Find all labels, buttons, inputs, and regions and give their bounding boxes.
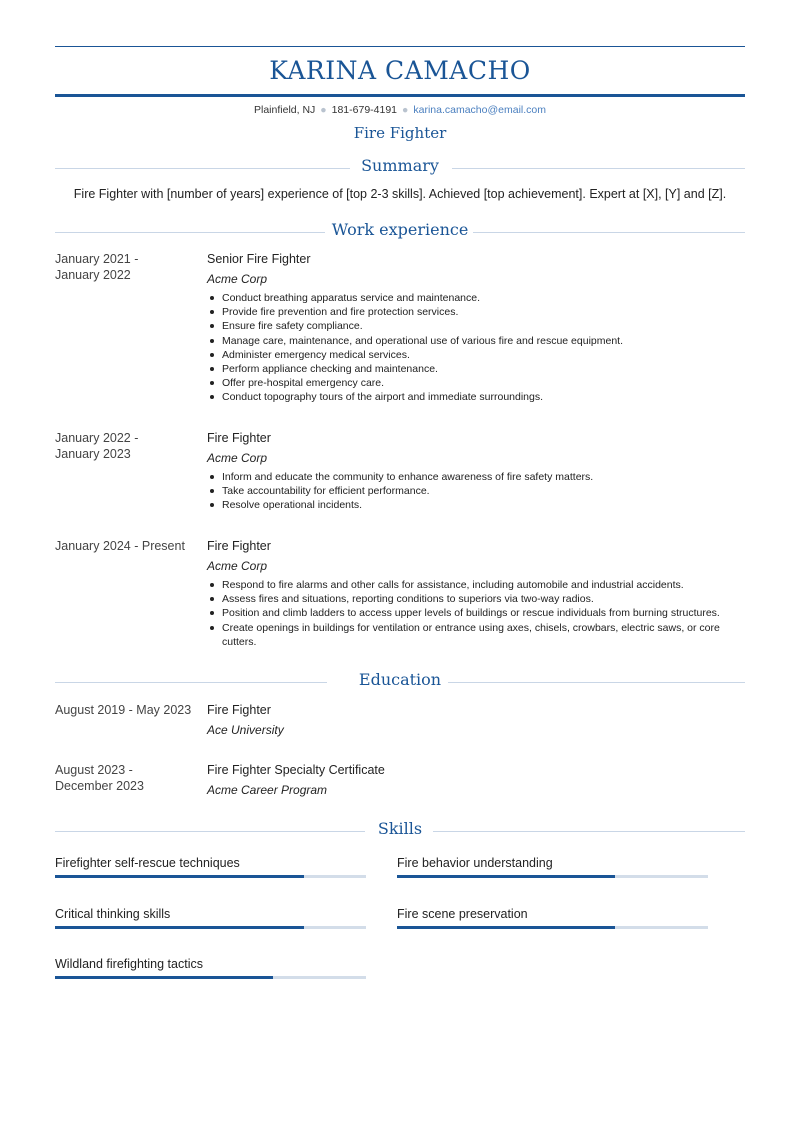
skill-level-bar bbox=[55, 875, 366, 878]
skill-item bbox=[55, 855, 366, 871]
entry-role: Senior Fire Fighter bbox=[207, 252, 311, 266]
section-title: Skills bbox=[377, 819, 423, 838]
bullet-item: Administer emergency medical services. bbox=[207, 348, 745, 362]
entry-date: January 2024 - Present bbox=[55, 539, 185, 553]
bullet-item: Provide fire prevention and fire protection services. bbox=[207, 305, 745, 319]
entry-date: January 2021 - January 2022 bbox=[55, 252, 139, 282]
entry-organization: Acme Corp bbox=[207, 272, 268, 286]
entry-date: January 2022 - January 2023 bbox=[55, 431, 139, 461]
bullet-item: Respond to fire alarms and other calls for assistance, including automobile and industrial accidents. bbox=[207, 578, 745, 592]
entry-degree: Fire Fighter Specialty Certificate bbox=[207, 763, 385, 777]
skill-item bbox=[55, 956, 366, 972]
skill-level-fill bbox=[397, 875, 615, 878]
skill-name: Fire behavior understanding bbox=[397, 856, 553, 870]
entry-organization: Acme Corp bbox=[207, 451, 268, 465]
bullet-item: Create openings in buildings for ventilation or entrance using axes, chisels, crowbars, electric saws, or core cutters. bbox=[207, 621, 745, 649]
entry-bullets bbox=[207, 578, 745, 649]
contact-location: Plainfield, NJ bbox=[254, 104, 316, 116]
skill-name: Wildland firefighting tactics bbox=[55, 957, 203, 971]
skill-level-fill bbox=[55, 926, 304, 929]
skill-level-bar bbox=[55, 976, 366, 979]
skill-level-bar bbox=[55, 926, 366, 929]
bullet-item: Conduct breathing apparatus service and maintenance. bbox=[207, 291, 745, 305]
job-title: Fire Fighter bbox=[353, 124, 447, 142]
entry-bullets bbox=[207, 291, 745, 405]
bullet-item: Manage care, maintenance, and operational use of various fire and rescue equipment. bbox=[207, 334, 745, 348]
entry-date: August 2019 - May 2023 bbox=[55, 703, 192, 717]
skill-level-bar bbox=[397, 926, 708, 929]
bullet-item: Assess fires and situations, reporting conditions to superiors via two-way radios. bbox=[207, 592, 745, 606]
summary-heading bbox=[55, 156, 745, 180]
skill-level-fill bbox=[55, 875, 304, 878]
entry-school: Acme Career Program bbox=[207, 783, 328, 797]
entry-bullets bbox=[207, 470, 745, 513]
bullet-item: Position and climb ladders to access upper levels of buildings or rescue individuals from burning structures. bbox=[207, 606, 745, 620]
bullet-item: Offer pre-hospital emergency care. bbox=[207, 376, 745, 390]
entry-school: Ace University bbox=[207, 723, 284, 737]
separator-dot: ● bbox=[402, 104, 409, 116]
bullet-item: Resolve operational incidents. bbox=[207, 498, 745, 512]
skill-level-bar bbox=[397, 875, 708, 878]
work-experience-heading bbox=[55, 220, 745, 244]
skill-item bbox=[55, 906, 366, 922]
entry-date: August 2023 - December 2023 bbox=[55, 763, 144, 793]
skill-item bbox=[397, 855, 708, 871]
bullet-item: Conduct topography tours of the airport and immediate surroundings. bbox=[207, 390, 745, 404]
skill-item bbox=[397, 906, 708, 922]
bullet-item: Inform and educate the community to enhance awareness of fire safety matters. bbox=[207, 470, 745, 484]
education-heading bbox=[55, 670, 745, 694]
skill-name: Fire scene preservation bbox=[397, 907, 528, 921]
skill-level-fill bbox=[55, 976, 273, 979]
skill-name: Critical thinking skills bbox=[55, 907, 171, 921]
entry-degree: Fire Fighter bbox=[207, 703, 271, 717]
skill-name: Firefighter self-rescue techniques bbox=[55, 856, 240, 870]
section-title: Work experience bbox=[331, 220, 469, 239]
summary-text: Fire Fighter with [number of years] experience of [top 2-3 skills]. Achieved [top achievement]. Expert at [X], [Y] and [Z]. bbox=[73, 187, 727, 201]
section-title: Summary bbox=[361, 156, 439, 175]
contact-email-link[interactable]: karina.camacho@email.com bbox=[413, 104, 546, 116]
top-rule bbox=[55, 46, 745, 47]
contact-phone: 181-679-4191 bbox=[331, 104, 398, 116]
bullet-item: Take accountability for efficient performance. bbox=[207, 484, 745, 498]
contact-line bbox=[0, 104, 800, 116]
candidate-name: KARINA CAMACHO bbox=[269, 56, 531, 85]
entry-role: Fire Fighter bbox=[207, 431, 271, 445]
bullet-item: Perform appliance checking and maintenance. bbox=[207, 362, 745, 376]
entry-organization: Acme Corp bbox=[207, 559, 268, 573]
name-rule bbox=[55, 94, 745, 97]
entry-role: Fire Fighter bbox=[207, 539, 271, 553]
skills-heading bbox=[55, 819, 745, 843]
separator-dot: ● bbox=[320, 104, 327, 116]
bullet-item: Ensure fire safety compliance. bbox=[207, 319, 745, 333]
skill-level-fill bbox=[397, 926, 615, 929]
section-title: Education bbox=[358, 670, 442, 689]
